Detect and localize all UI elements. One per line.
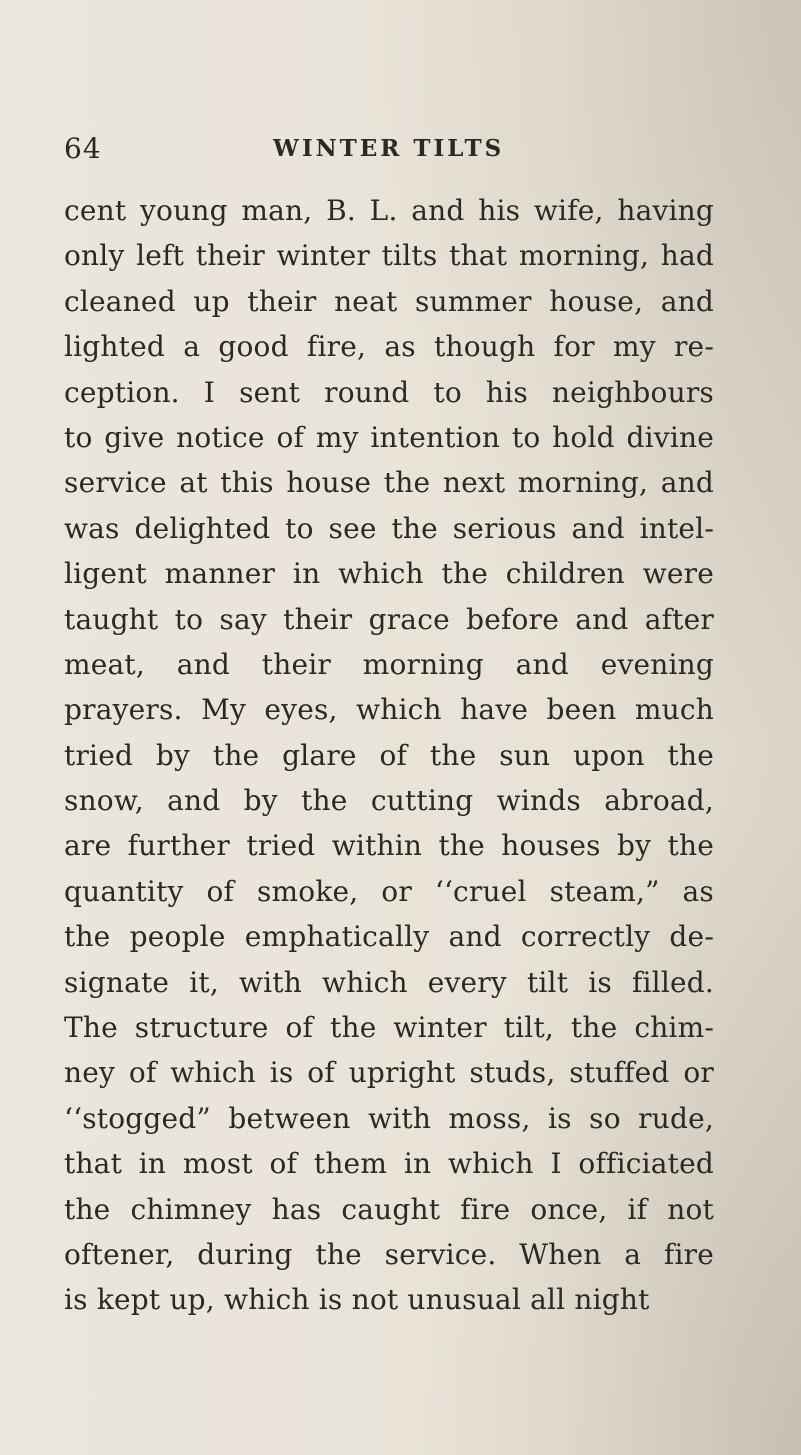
text-line: signate it, with which every tilt is filled.	[64, 965, 714, 999]
text-line: tried by the glare of the sun upon the	[64, 738, 714, 772]
text-line: taught to say their grace before and after	[64, 602, 714, 636]
text-line: cleaned up their neat summer house, and	[64, 284, 714, 318]
text-line: meat, and their morning and evening	[64, 647, 714, 681]
page-number: 64	[64, 132, 102, 165]
text-line: ney of which is of upright studs, stuffed or	[64, 1056, 714, 1090]
text-line: is kept up, which is not unusual all night	[64, 1283, 650, 1317]
text-line: snow, and by the cutting winds abroad,	[64, 784, 714, 818]
text-line: the people emphatically and correctly de-	[64, 920, 714, 954]
text-line: ‘‘stogged” between with moss, is so rude,	[64, 1101, 714, 1135]
text-line: are further tried within the houses by the	[64, 829, 714, 863]
text-line: ception. I sent round to his neighbours	[64, 375, 714, 409]
text-line: that in most of them in which I officiated	[64, 1147, 714, 1181]
text-line: oftener, during the service. When a fire	[64, 1237, 714, 1271]
text-line: ligent manner in which the children were	[64, 557, 714, 591]
text-line: only left their winter tilts that morning, had	[64, 239, 714, 273]
text-line: The structure of the winter tilt, the chim-	[64, 1011, 714, 1045]
running-head	[64, 132, 714, 172]
text-line: was delighted to see the serious and intel-	[64, 511, 714, 545]
text-line: lighted a good fire, as though for my re-	[64, 330, 714, 364]
body-text	[64, 188, 714, 1323]
running-title: WINTER TILTS	[273, 135, 505, 162]
text-line: the chimney has caught fire once, if not	[64, 1192, 714, 1226]
text-line: cent young man, B. L. and his wife, having	[64, 194, 714, 227]
text-line: prayers. My eyes, which have been much	[64, 693, 714, 727]
text-line: service at this house the next morning, and	[64, 466, 714, 500]
text-line: to give notice of my intention to hold divine	[64, 420, 714, 454]
text-line: quantity of smoke, or ‘‘cruel steam,” as	[64, 874, 714, 908]
